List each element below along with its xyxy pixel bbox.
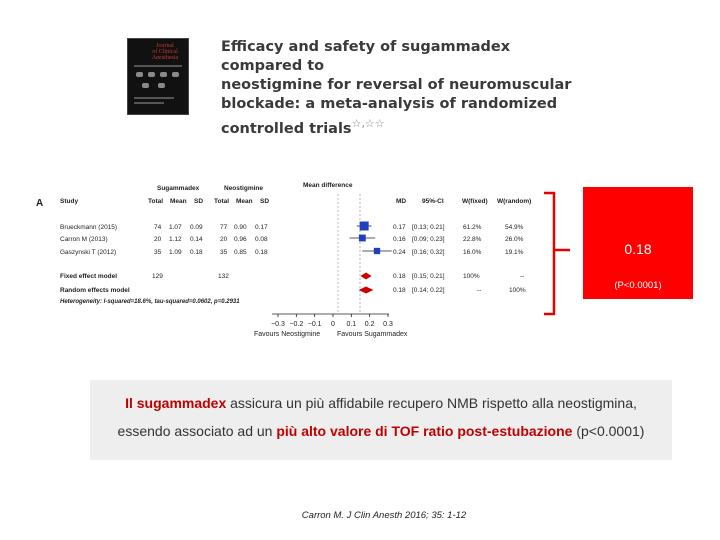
conclusion-text: essendo associato ad un	[117, 423, 277, 439]
fixed-label: Fixed effect model	[60, 273, 118, 280]
cell-w-random: 100%	[509, 287, 526, 294]
conclusion-text: assicura un più affidabile recupero NMB rispetto alla neostigmina,	[226, 395, 637, 411]
col-header-ci: 95%-CI	[422, 198, 444, 205]
study-marker	[359, 235, 366, 242]
cell-n-mean: 0.96	[234, 236, 247, 243]
cell-n-mean: 0.90	[234, 224, 247, 231]
cell-w-fixed: 61.2%	[463, 224, 482, 231]
col-header-w-random: W(random)	[497, 198, 532, 205]
cell-md: 0.17	[393, 224, 406, 231]
group-header-effect: Mean difference	[303, 182, 353, 189]
cell-w-fixed: 22.8%	[463, 236, 482, 243]
cover-rule	[134, 97, 174, 99]
cover-rule	[134, 102, 164, 104]
paper-title	[221, 38, 581, 139]
table-row	[60, 236, 524, 243]
table-row	[60, 249, 524, 256]
result-bracket	[540, 190, 580, 318]
cell-w-fixed: 100%	[463, 273, 480, 280]
cell-ci: [0.16; 0.32]	[412, 249, 445, 256]
cell-n-mean: 0.85	[234, 249, 247, 256]
cell-w-random: --	[520, 273, 525, 280]
random-effects-row	[60, 287, 526, 294]
cell-w-random: 54.9%	[505, 224, 524, 231]
axis-label-right: Favours Sugammadex	[337, 331, 408, 338]
cover-figure	[148, 72, 155, 77]
cell-s-total: 20	[154, 236, 162, 243]
cell-w-random: 26.0%	[505, 236, 524, 243]
cell-s-sd: 0.14	[190, 236, 203, 243]
title-line: neostigmine for reversal of neuromuscular	[221, 77, 572, 93]
journal-cover-image	[127, 38, 189, 115]
cell-ci: [0.14; 0.22]	[412, 287, 445, 294]
cell-md: 0.16	[393, 236, 406, 243]
x-tick-label: 0.1	[346, 321, 357, 328]
cell-s-mean: 1.09	[169, 249, 182, 256]
cell-n-total: 132	[218, 273, 229, 280]
x-tick-label: −0.3	[271, 321, 285, 328]
result-p-value: (P<0.0001)	[614, 280, 662, 291]
table-row	[60, 224, 524, 231]
cell-s-mean: 1.07	[169, 224, 182, 231]
heterogeneity-note: Heterogeneity: I-squared=18.6%, tau-squared=0.0602, p=0.2931	[60, 299, 240, 305]
bracket-shape	[544, 193, 554, 314]
study-marker	[360, 222, 369, 231]
fixed-effect-row	[60, 273, 524, 280]
group-header-neostigmine: Neostigmine	[224, 185, 264, 192]
cell-s-total: 74	[154, 224, 162, 231]
x-tick-label: −0.2	[289, 321, 304, 328]
cell-md: 0.24	[393, 249, 406, 256]
cell-md: 0.18	[393, 273, 406, 280]
conclusion-text: (p<0.0001)	[572, 423, 645, 439]
x-axis-ticks	[271, 314, 393, 328]
axis-label-left: Favours Neostigmine	[254, 331, 321, 338]
conclusion-box	[90, 380, 672, 460]
title-line: Efficacy and safety of sugammadex compared to	[221, 39, 511, 74]
title-line: blockade: a meta-analysis of randomized	[221, 96, 558, 112]
cell-s-sd: 0.18	[190, 249, 203, 256]
cover-figure	[142, 83, 149, 88]
plot-marks	[350, 222, 392, 294]
study-name: Carron M (2013)	[60, 236, 108, 243]
highlight-text: più alto valore di TOF ratio post-estubazione	[276, 423, 573, 439]
fixed-effect-diamond	[361, 273, 372, 280]
x-tick-label: −0.1	[307, 321, 322, 328]
cell-w-random: 19.1%	[505, 249, 524, 256]
cell-n-total: 77	[220, 224, 228, 231]
cell-s-total: 129	[152, 273, 163, 280]
cell-ci: [0.15; 0.21]	[412, 273, 445, 280]
cover-rule	[134, 65, 182, 67]
result-value: 0.18	[624, 241, 652, 257]
cell-w-fixed: --	[477, 287, 482, 294]
study-marker	[374, 248, 380, 254]
col-header-s-total: Total	[148, 198, 164, 205]
cell-n-sd: 0.17	[255, 224, 268, 231]
cover-figure	[172, 72, 179, 77]
highlight-text: Il sugammadex	[125, 395, 227, 411]
random-label: Random effects model	[60, 287, 130, 294]
panel-label: A	[36, 198, 44, 209]
study-name: Brueckmann (2015)	[60, 224, 118, 231]
cell-ci: [0.13; 0.21]	[412, 224, 445, 231]
cell-n-sd: 0.18	[255, 249, 268, 256]
x-tick-label: 0.3	[383, 321, 393, 328]
col-header-s-mean: Mean	[170, 198, 187, 205]
cover-masthead: Journal of Clinical Anesthesia	[151, 43, 179, 61]
col-header-n-sd: SD	[260, 198, 270, 205]
col-header-md: MD	[396, 198, 407, 205]
col-header-study: Study	[60, 198, 79, 205]
cell-s-total: 35	[154, 249, 162, 256]
random-effects-diamond	[359, 287, 374, 294]
col-header-s-sd: SD	[194, 198, 204, 205]
title-line: controlled trials	[221, 120, 352, 137]
study-name: Gaszynski T (2012)	[60, 249, 117, 256]
col-header-n-mean: Mean	[236, 198, 253, 205]
cover-figure	[136, 72, 143, 77]
col-header-w-fixed: W(fixed)	[462, 198, 488, 205]
cell-ci: [0.09; 0.23]	[412, 236, 445, 243]
cell-md: 0.18	[393, 287, 406, 294]
cell-n-total: 35	[220, 249, 228, 256]
cell-s-mean: 1.12	[169, 236, 182, 243]
group-header-sugammadex: Sugammadex	[157, 185, 200, 192]
cell-n-total: 20	[220, 236, 228, 243]
cell-s-sd: 0.09	[190, 224, 203, 231]
x-tick-label: 0.2	[364, 321, 375, 328]
cover-figure	[160, 72, 167, 77]
cell-n-sd: 0.08	[255, 236, 268, 243]
title-footnote-marks: ☆,☆☆	[351, 117, 385, 130]
forest-plot	[36, 178, 556, 338]
x-tick-label: 0	[331, 321, 335, 328]
citation: Carron M. J Clin Anesth 2016; 35: 1-12	[301, 510, 467, 521]
result-box	[583, 187, 693, 299]
conclusion-line	[90, 395, 672, 411]
cover-figure	[158, 83, 165, 88]
cell-w-fixed: 16.0%	[463, 249, 482, 256]
conclusion-line	[90, 423, 672, 439]
col-header-n-total: Total	[214, 198, 230, 205]
